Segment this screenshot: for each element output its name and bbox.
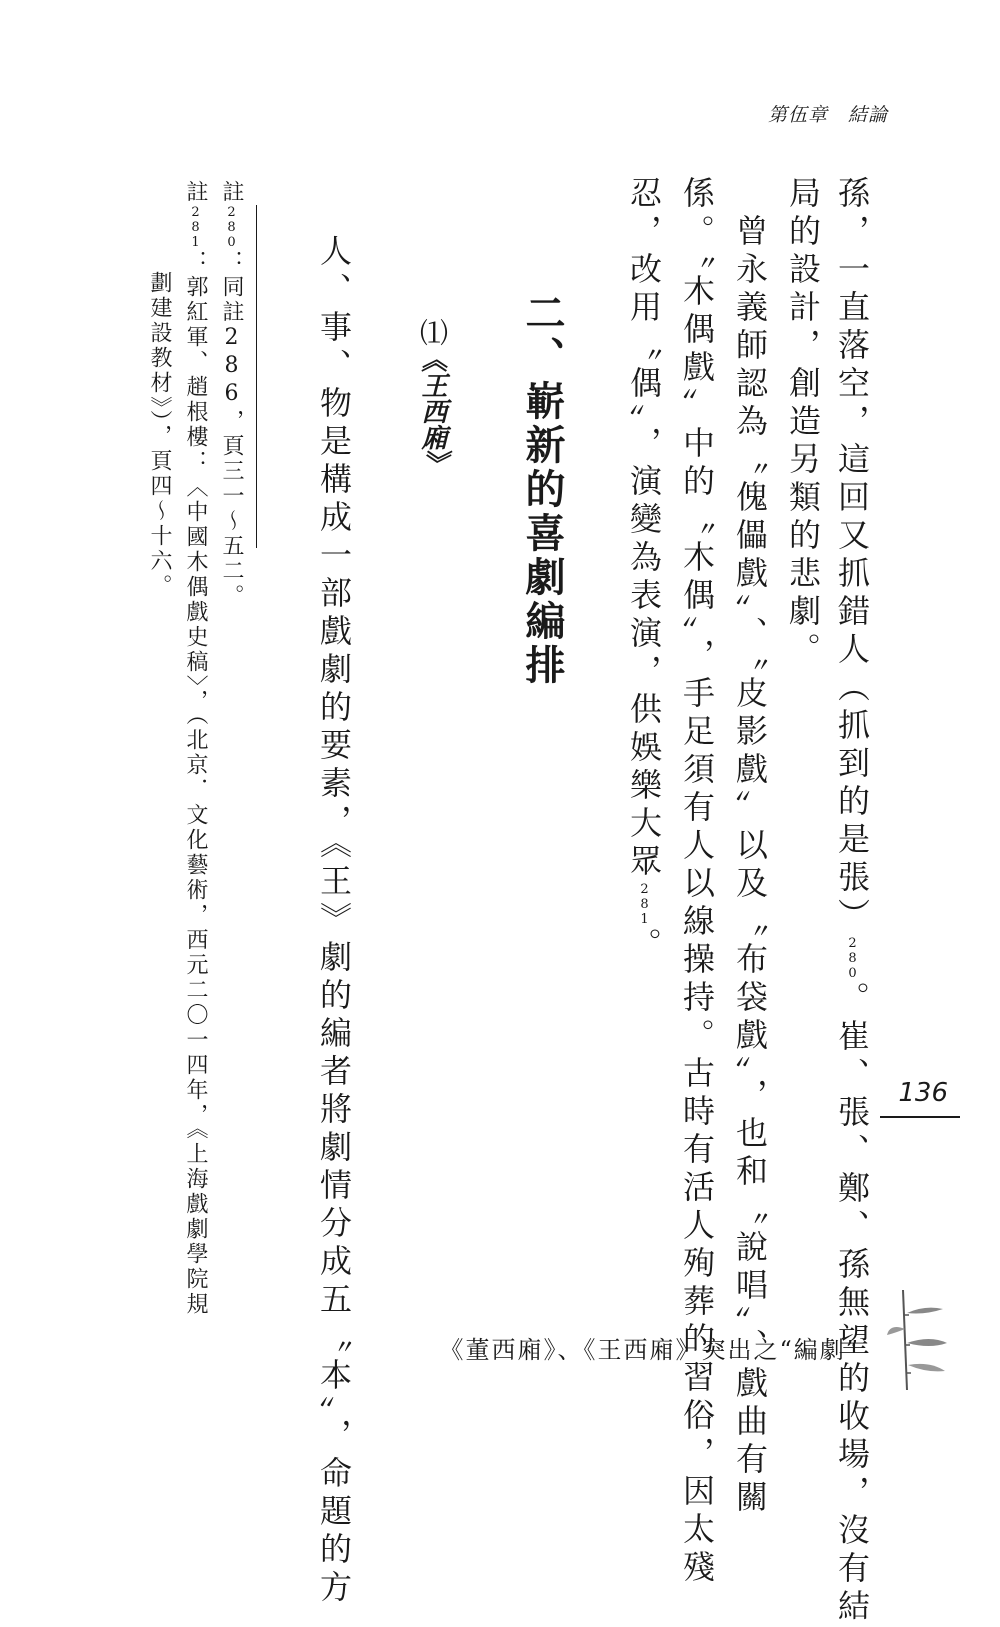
footnote-number: 280 [224, 205, 239, 250]
book-title-footer: 《董西廂》、《王西廂》突出之“編劇” [439, 1336, 860, 1364]
body-text: 忍，改用〝偶〞，演變為表演，供娛樂大眾 [625, 176, 663, 882]
footnote-ref: 281 [637, 882, 652, 927]
subsection-name: 《王西廂》 [417, 346, 447, 476]
body-text: 人、事、物是構成一部戲劇的要素，《王》劇的編者將劇情分成五〝本〞，命題的方 [315, 234, 353, 1608]
body-text: 局的設計，創造另類的悲劇。 [784, 176, 822, 670]
footnote-text: ：郭紅軍、趙根樓：〈中國木偶戲史稿〉，（北京．文化藝術，西元二〇一四年，《上海戲劇學院規 [183, 250, 208, 1317]
footnote-text: ：同註286，頁三一～五二。 [219, 250, 244, 609]
body-column-2 [784, 176, 822, 670]
body-column-3 [731, 176, 769, 1518]
body-column-6 [315, 234, 353, 1608]
footnote-280 [220, 180, 242, 609]
chapter-header: 第伍章 結論 [767, 104, 888, 126]
body-column-5 [625, 176, 663, 965]
footnote-281 [184, 180, 206, 1317]
body-text: 曾永義師認為〝傀儡戲〞、〝皮影戲〞以及〝布袋戲〞，也和〝說唱〞、戲曲有關 [731, 176, 769, 1518]
subsection-title [416, 318, 449, 476]
bamboo-ornament-icon [885, 1285, 965, 1395]
footnote-ref: 280 [845, 936, 860, 981]
body-text: 。 [625, 927, 663, 965]
footnote-label: 註 [183, 180, 208, 205]
subsection-marker: ⑴ [416, 318, 449, 346]
section-heading: 二、嶄新的喜劇編排 [519, 292, 565, 688]
body-text: 係。〝木偶戲〞中的〝木偶〞，手足須有人以線操持。古時有活人殉葬的習俗，因太殘 [678, 176, 716, 1588]
body-column-4 [678, 176, 716, 1588]
body-text: 。崔、張、鄭、孫無望的收場，沒有結 [833, 981, 871, 1627]
body-column-1 [833, 176, 871, 1627]
footnote-separator [256, 205, 257, 548]
footnote-text: 劃建設教材》），頁四～十六。 [147, 271, 172, 599]
footnote-label: 註 [219, 180, 244, 205]
page-number: 136 [898, 1078, 948, 1108]
body-text: 孫，一直落空，這回又抓錯人（抓到的是張） [833, 176, 871, 936]
page-number-rule [880, 1116, 960, 1118]
footnote-281-continued [148, 271, 170, 599]
footnote-number: 281 [188, 205, 203, 250]
